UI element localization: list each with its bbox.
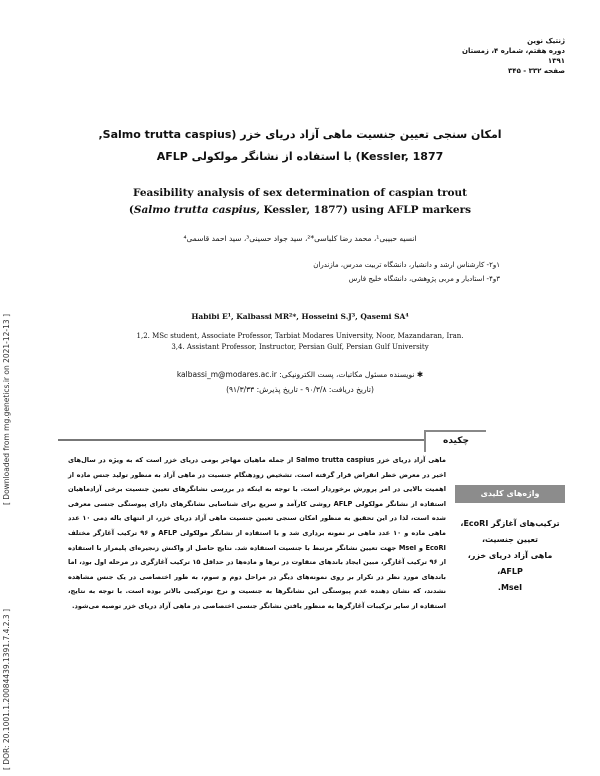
affiliations-fa	[150, 258, 500, 286]
title-fa-line2: Kessler, 1877) با استفاده از نشانگر مولکولی AFLP	[156, 150, 444, 163]
keyword-item: AFLP،	[497, 567, 523, 576]
journal-info	[455, 36, 565, 76]
title-en	[70, 185, 530, 219]
received-accepted-dates: (تاریخ دریافت: ۹۰/۳/۸ - تاریخ پذیرش: ۹۱/۳/۳۳)	[226, 385, 374, 394]
abstract-text: ماهی آزاد دریای خزر Salmo trutta caspius از جمله ماهیان مهاجر بومی دریای خزر است که به ویژه در سال‌های اخیر در معرض خطر انقراض قرار گرفته است. تشخیص زودهنگام جنسیت در ماهی آزاد به منظور تولید جنس ماده از اهمیت بالایی در امر پرورش برخوردار است. با توجه به اینکه در بررسی نشانگرهای تعیین جنسیت برخی آزادماهیان استفاده از نشانگر مولکولی AFLP روشی کارآمد و سریع برای شناسایی نشانگرهای دارای پیوستگی جنسی معرفی شده است، لذا در این تحقیق به منظور امکان سنجی تعیین جنسیت ماهی آزاد دریای خزر، از انتهای باله دمی ۱۰ عدد ماهی ماده و ۱۰ عدد ماهی نر نمونه برداری شد و با استفاده از نشانگر مولکولی AFLP و ۹۶ ترکیب آغازگر مختلف EcoRI و MseI جهت تعیین نشانگر مرتبط با جنسیت استفاده شد. نتایج حاصل از واکنش زنجیره‌ای پلیمراز با استفاده از ۹۶ ترکیب آغازگر، مبین ایجاد باندهای متفاوت در نرها و ماده‌ها در حداقل ۱۵ ترکیب آغازگری در مرحله اول بود، اما باندهای مورد نظر در تکرار بر روی نمونه‌های دیگر در مراحل دوم و سوم، به طور اختصاصی در یک جنس مشاهده نشدند، که نشان دهنده عدم پیوستگی این نشانگرها به جنسیت و نرخ نوترکیبی بالاتر بوده است. با توجه به نتایج، استفاده از سایر ترکیبات آغازگرها به منظور یافتن نشانگر جنسی اختصاصی در ماهی آزاد دریای خزر توصیه می‌شود.	[68, 456, 447, 610]
keyword-item: ماهی آزاد دریای خزر،	[467, 551, 553, 560]
title-fa-line1: امکان سنجی تعیین جنسیت ماهی آزاد دریای خزر (Salmo trutta caspius,	[98, 128, 502, 141]
affiliation-en-1: 1,2. MSc student, Associate Professor, Tarbiat Modares University, Noor, Mazandaran, Iran.	[136, 332, 464, 340]
affiliation-fa-2: ۳و۴- استادیار و مربی پژوهشی، دانشگاه خلیج فارس	[348, 275, 500, 283]
corresponding-email[interactable]: ✱ نویسنده مسئول مکاتبات، پست الکترونیکی: kalbassi_m@modares.ac.ir	[176, 370, 424, 379]
title-en-open-paren: (	[128, 204, 134, 216]
title-en-line1: Feasibility analysis of sex determination of caspian trout	[133, 187, 467, 199]
journal-pages: صفحه ۳۳۲ - ۳۴۵	[508, 67, 565, 75]
affiliation-en-2: 3,4. Assistant Professor, Instructor, Persian Gulf, Persian Gulf University	[171, 343, 429, 351]
affiliation-fa-1: ۱و۲- کارشناس ارشد و دانشیار، دانشگاه تربیت مدرس، مازندران	[313, 261, 500, 269]
download-note: [ Downloaded from mg.genetics.ir on 2021-12-13 ]	[2, 314, 11, 505]
title-fa	[95, 124, 505, 168]
journal-issue: دوره هفتم، شماره ۴، زمستان ۱۳۹۱	[461, 47, 565, 65]
title-en-line2-rest: Kessler, 1877) using AFLP markers	[259, 204, 472, 216]
journal-name: ژنتیک نوین	[527, 37, 565, 45]
keyword-item: ترکیب‌های آغازگر EcoRI،	[460, 519, 560, 528]
abstract-divider	[58, 439, 483, 441]
contact-info	[100, 367, 500, 397]
keyword-item: MseI.	[497, 583, 523, 592]
title-en-species: Salmo trutta caspius,	[133, 204, 260, 216]
title-en-line2	[70, 202, 530, 219]
doi-note: [ DOR: 20.1001.1.20084439.1391.7.4.2.3 ]	[2, 608, 11, 770]
authors-en: Habibi E¹, Kalbassi MR²*, Hosseini S.J³, Qasemi SA⁴	[191, 312, 409, 321]
keywords-list	[455, 516, 565, 596]
authors-fa: انسیه حبیبی¹، محمد رضا کلباسی*²، سید جواد حسینی³، سید احمد قاسمی⁴	[183, 234, 417, 243]
abstract-heading: چکیده	[424, 430, 486, 452]
keyword-item: تعیین جنسیت،	[482, 535, 538, 544]
affiliations-en	[60, 331, 540, 353]
keywords-heading: واژه‌های کلیدی	[455, 485, 565, 503]
